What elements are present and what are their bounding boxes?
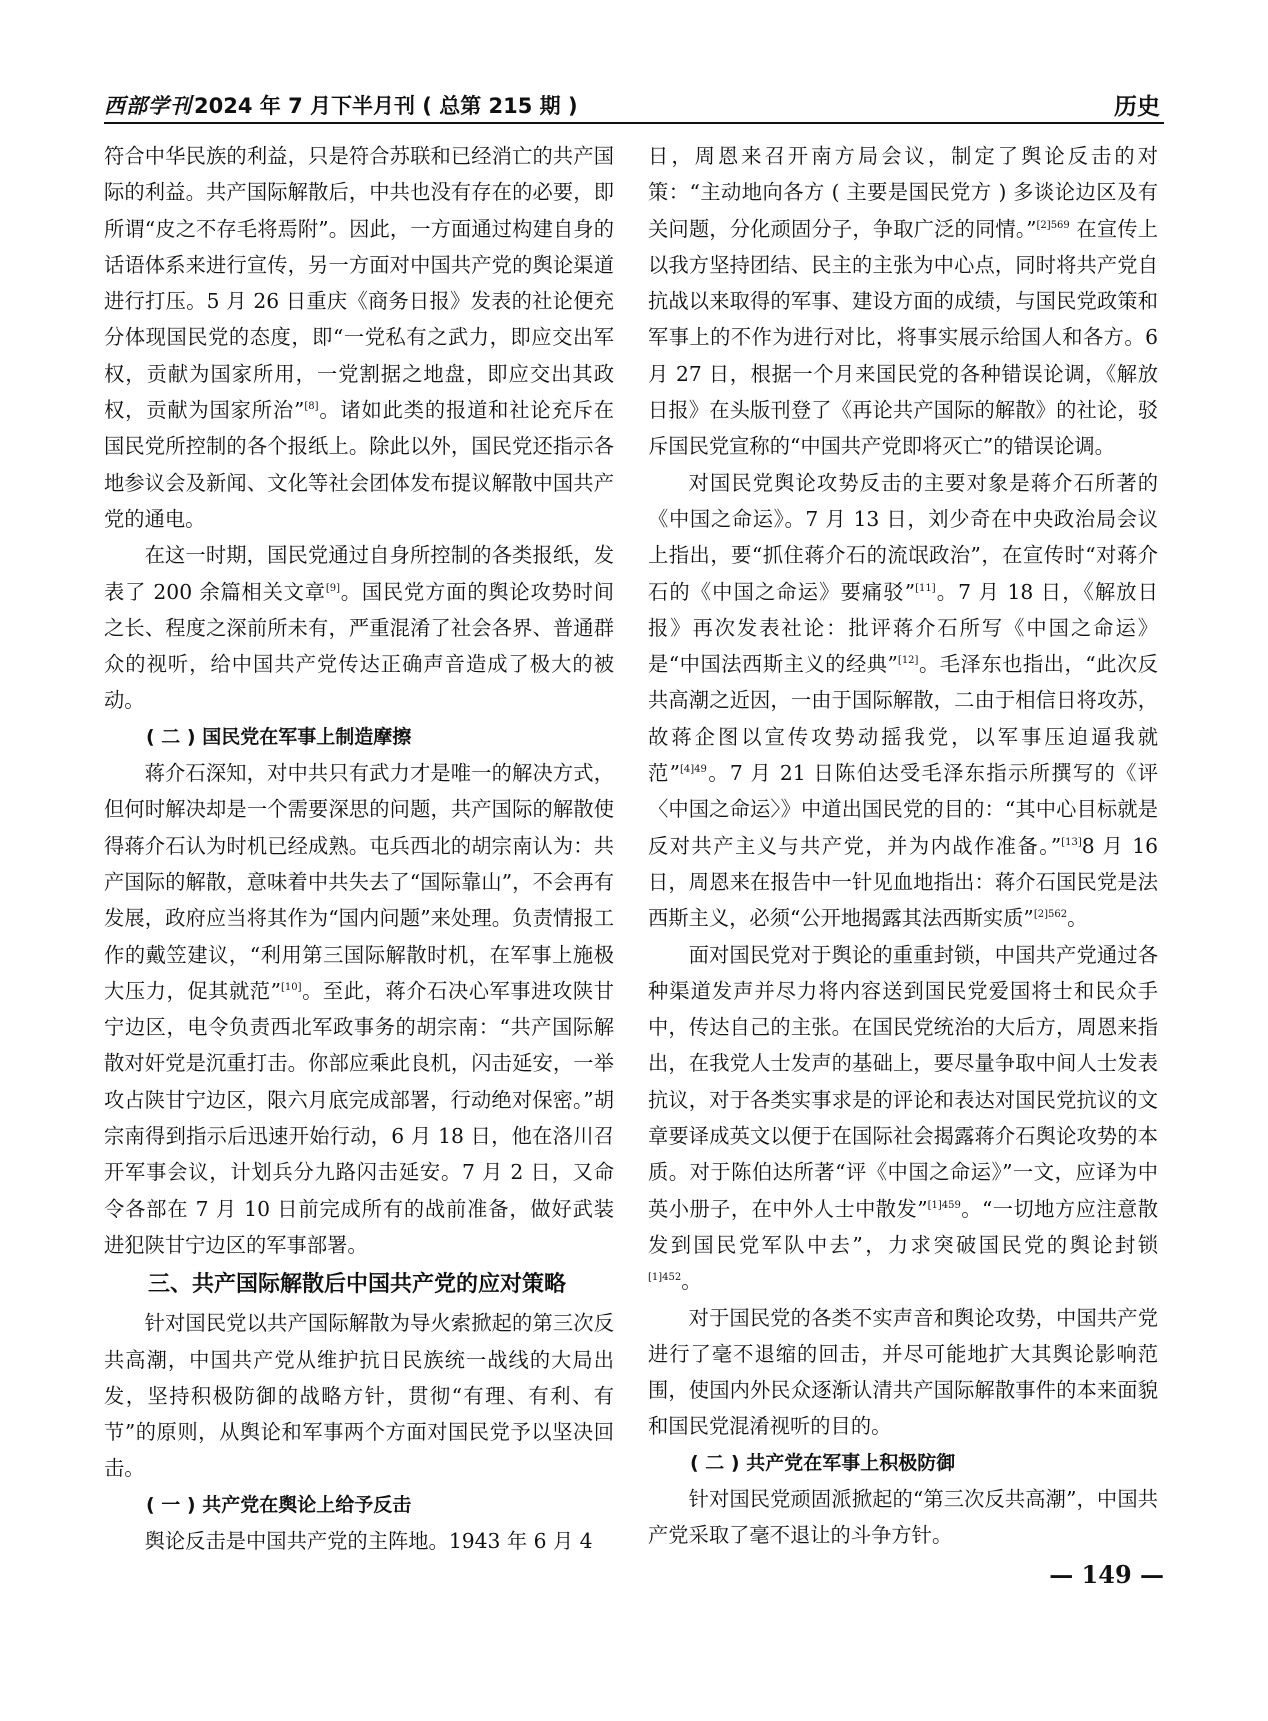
paragraph: 日，周恩来召开南方局会议，制定了舆论反击的对策：“主动地向各方 ( 主要是国民党方 ) 多谈论边区及有关问题，分化顽固分子，争取广泛的同情。”$^{[2]569}$ 在宣传上以我方坚持团结、民主的主张为中心点，同时将共产党自抗战以来取得的军事、建设方面的成绩，与国民党政策和军事上的不作为进行对比，将事实展示给国人和各方。6 月 27 日，根据一个月来国民党的各种错误论调，《解放日报》在头版刊登了《再论共产国际的解散》的社论，驳斥国民党宣称的“中国共产党即将灭亡”的错误论调。 <box>648 144 1158 459</box>
subsection-heading: ( 二 ) 国民党在军事上制造摩擦 <box>146 725 412 748</box>
section-heading: 三、共产国际解散后中国共产党的应对策略 <box>148 1272 567 1298</box>
journal-logo: 西部学刊 <box>104 93 192 118</box>
header-rule <box>104 122 1164 124</box>
citation: [4]49 <box>679 764 707 776</box>
citation: [12] <box>897 655 919 667</box>
subsection-heading: ( 一 ) 共产党在舆论上给予反击 <box>146 1493 412 1516</box>
citation: [2]562 <box>1033 909 1068 921</box>
citation: [9] <box>325 582 340 594</box>
citation: [1]452 <box>648 1272 682 1284</box>
page-header <box>104 86 1164 124</box>
paragraph: 针对国民党以共产国际解散为导火索掀起的第三次反共高潮，中国共产党从维护抗日民族统一战线的大局出发，坚持积极防御的战略方针，贯彻“有理、有利、有节”的原则，从舆论和军事两个方面对国民党予以坚决回击。 <box>104 1311 614 1481</box>
citation: [11] <box>915 582 936 594</box>
citation: [8] <box>304 401 319 413</box>
paragraph: 蒋介石深知，对中共只有武力才是唯一的解决方式，但何时解决却是一个需要深思的问题，共产国际的解散使得蒋介石认为时机已经成熟。屯兵西北的胡宗南认为：共产国际的解散，意味着中共失去了“国际靠山”，不会再有发展，政府应当将其作为“国内问题”来处理。负责情报工作的戴笠建议，“利用第三国际解散时机，在军事上施极大压力，促其就范”[10]。至此，蒋介石决心军事进攻陕甘宁边区，电令负责西北军政事务的胡宗南：“共产国际解散对奸党是沉重打击。你部应乘此良机，闪击延安，一举攻占陕甘宁边区，限六月底完成部署，行动绝对保密。”胡宗南得到指示后迅速开始行动，6 月 18 日，他在洛川召开军事会议，计划兵分九路闪击延安。7 月 2 日，又命令各部在 7 月 10 日前完成所有的战前准备，做好武装进犯陕甘宁边区的军事部署。 <box>104 761 614 1257</box>
paragraph: 符合中华民族的利益，只是符合苏联和已经消亡的共产国际的利益。共产国际解散后，中共也没有存在的必要，即所谓“皮之不存毛将焉附”。因此，一方面通过构建自身的话语体系来进行宣传，另一方面对中国共产党的舆论渠道进行打压。5 月 26 日重庆《商务日报》发表的社论便充分体现国民党的态度，即“一党私有之武力，即应交出军权，贡献为国家所用，一党割据之地盘，即应交出其政权，贡献为国家所治”[8]。诸如此类的报道和社论充斥在国民党所控制的各个报纸上。除此以外，国民党还指示各地参议会及新闻、文化等社会团体发布提议解散中国共产党的通电。 <box>104 144 614 531</box>
paragraph: 面对国民党对于舆论的重重封锁，中国共产党通过各种渠道发声并尽力将内容送到国民党爱国将士和民众手中，传达自己的主张。在国民党统治的大后方，周恩来指出，在我党人士发声的基础上，要尽量争取中间人士发表抗议，对于各类实事求是的评论和表达对国民党抗议的文章要译成英文以便于在国际社会揭露蒋介石舆论攻势的本质。对于陈伯达所著“评《中国之命运》”一文，应译为中英小册子，在中外人士中散发”$^{[1]459}$。“一切地方应注意散发到国民党军队中去”，力求突破国民党的舆论封锁$^{[1]452}$。 <box>648 942 1159 1294</box>
paragraph: 对国民党舆论攻势反击的主要对象是蒋介石所著的《中国之命运》。7 月 13 日，刘少奇在中央政治局会议上指出，要“抓住蒋介石的流氓政治”，在宣传时“对蒋介石的《中国之命运》要痛驳”[11]。7 月 18 日，《解放日报》再次发表社论：批评蒋介石所写《中国之命运》是“中国法西斯主义的经典”[12]。毛泽东也指出，“此次反共高潮之近因，一由于国际解散，二由于相信日将攻苏，故蒋企图以宣传攻势动摇我党，以军事压迫逼我就范”$^{[4]49}$。7 月 21 日陈伯达受毛泽东指示所撰写的《评〈中国之命运〉》中道出国民党的目的：“其中心目标就是反对共产主义与共产党，并为内战作准备。”[13]8 月 16 日，周恩来在报告中一针见血地指出：蒋介石国民党是法西斯主义，必须“公开地揭露其法西斯实质”$^{[2]562}$。 <box>648 470 1158 931</box>
issue-info: 2024 年 7 月下半月刊 ( 总第 215 期 ) <box>194 94 578 118</box>
page-number: — 149 — <box>1049 1560 1164 1589</box>
section-label: 历史 <box>1114 94 1160 120</box>
subsection-heading: ( 二 ) 共产党在军事上积极防御 <box>690 1451 956 1474</box>
paragraph: 舆论反击是中国共产党的主阵地。1943 年 6 月 4 <box>144 1528 593 1553</box>
left-column <box>104 138 614 1559</box>
citation: [1]459 <box>927 1199 961 1211</box>
citation: [10] <box>281 981 302 993</box>
citation: [2]569 <box>1036 219 1070 231</box>
paragraph: 对于国民党的各类不实声音和舆论攻势，中国共产党进行了毫不退缩的回击，并尽可能地扩大其舆论影响范围，使国内外民众逐渐认清共产国际解散事件的本来面貌和国民党混淆视听的目的。 <box>648 1305 1158 1439</box>
paragraph: 针对国民党顽固派掀起的“第三次反共高潮”，中国共产党采取了毫不退让的斗争方针。 <box>648 1486 1158 1548</box>
right-column <box>648 138 1158 1554</box>
paragraph: 在这一时期，国民党通过自身所控制的各类报纸，发表了 200 余篇相关文章[9]。国民党方面的舆论攻势时间之长、程度之深前所未有，严重混淆了社会各界、普通群众的视听，给中国共产党传达正确声音造成了极大的被动。 <box>104 543 614 713</box>
citation: [13] <box>1061 836 1082 848</box>
